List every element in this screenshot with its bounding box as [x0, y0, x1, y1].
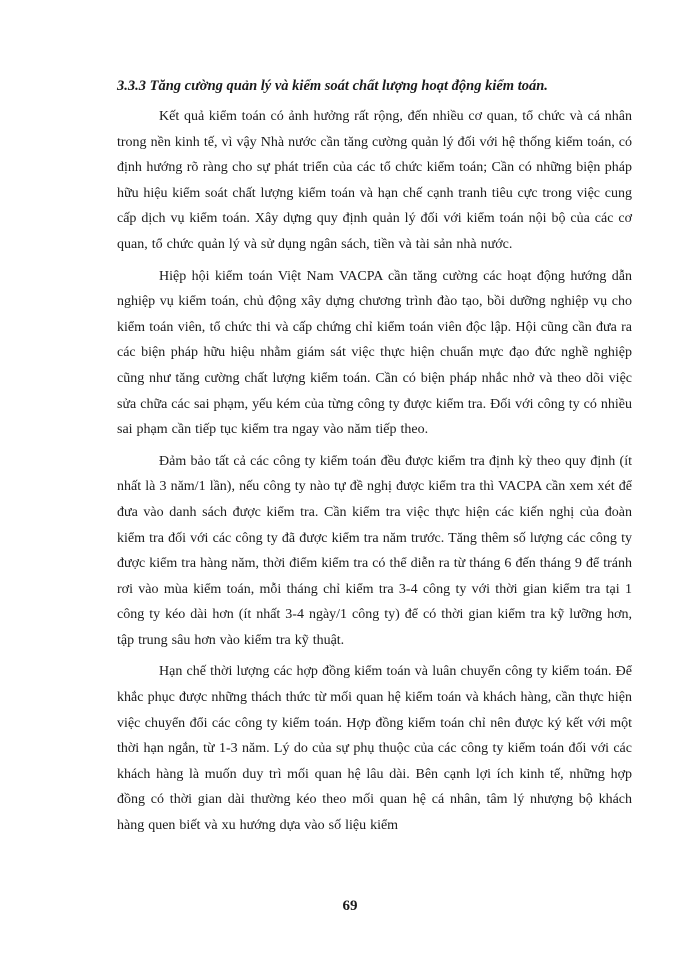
paragraph-1: Kết quả kiểm toán có ảnh hưởng rất rộng, đến nhiều cơ quan, tổ chức và cá nhân trong nền kinh tế, vì vậy Nhà nước cần tăng cường quản lý đối với hệ thống kiểm toán, có định hướng rõ ràng cho sự phát triển của các tổ chức kiểm toán; Cần có những biện pháp hữu hiệu kiểm soát chất lượng kiểm toán và hạn chế cạnh tranh tiêu cực trong việc cung cấp dịch vụ kiểm toán. Xây dựng quy định quản lý đối với kiểm toán nội bộ của các cơ quan, tổ chức quản lý và sử dụng ngân sách, tiền và tài sản nhà nước.: [117, 109, 632, 252]
paragraph-4: Hạn chế thời lượng các hợp đồng kiểm toán và luân chuyển công ty kiểm toán. Để khắc phục được những thách thức từ mối quan hệ kiểm toán và khách hàng, cần thực hiện việc chuyển đổi các công ty kiểm toán. Hợp đồng kiểm toán chỉ nên được ký kết với một thời hạn ngắn, từ 1-3 năm. Lý do của sự phụ thuộc của các công ty kiểm toán đối với các khách hàng là muốn duy trì mối quan hệ lâu dài. Bên cạnh lợi ích kinh tế, những hợp đồng có thời gian dài thường kéo theo mối quan hệ cá nhân, tâm lý nhượng bộ khách hàng quen biết và xu hướng dựa vào số liệu kiểm: [117, 664, 632, 834]
paragraph-3: Đảm bảo tất cả các công ty kiểm toán đều được kiểm tra định kỳ theo quy định (ít nhất là 3 năm/1 lần), nếu công ty nào tự đề nghị được kiểm tra thì VACPA cần xem xét để đưa vào danh sách được kiểm tra. Cần kiểm tra việc thực hiện các kiến nghị của đoàn kiểm tra đối với các công ty đã được kiểm tra năm trước. Tăng thêm số lượng các công ty được kiểm tra hàng năm, thời điểm kiểm tra có thể diễn ra từ tháng 6 đến tháng 9 để tránh rơi vào mùa kiểm toán, mỗi tháng chỉ kiểm tra 3-4 công ty với thời gian kiểm tra tại 1 công ty kéo dài hơn (ít nhất 3-4 ngày/1 công ty) để có thời gian kiểm tra kỹ lưỡng hơn, tập trung sâu hơn vào kiểm tra kỹ thuật.: [117, 453, 632, 648]
section-heading: 3.3.3 Tăng cường quản lý và kiểm soát chất lượng hoạt động kiểm toán.: [117, 78, 548, 94]
document-body: [117, 76, 632, 845]
page-number: 69: [342, 898, 358, 914]
paragraph-2: Hiệp hội kiểm toán Việt Nam VACPA cần tăng cường các hoạt động hướng dẫn nghiệp vụ kiểm toán, chủ động xây dựng chương trình đào tạo, bồi dưỡng nghiệp vụ cho kiểm toán viên, tổ chức thi và cấp chứng chỉ kiểm toán viên độc lập. Hội cũng cần đưa ra các biện pháp hữu hiệu nhằm giám sát việc thực hiện chuẩn mực đạo đức nghề nghiệp cũng như tăng cường chất lượng kiểm toán. Cần có biện pháp nhắc nhở và theo dõi việc sửa chữa các sai phạm, yếu kém của từng công ty được kiểm tra. Đối với công ty có nhiều sai phạm cần tiếp tục kiểm tra ngay vào năm tiếp theo.: [117, 268, 632, 438]
